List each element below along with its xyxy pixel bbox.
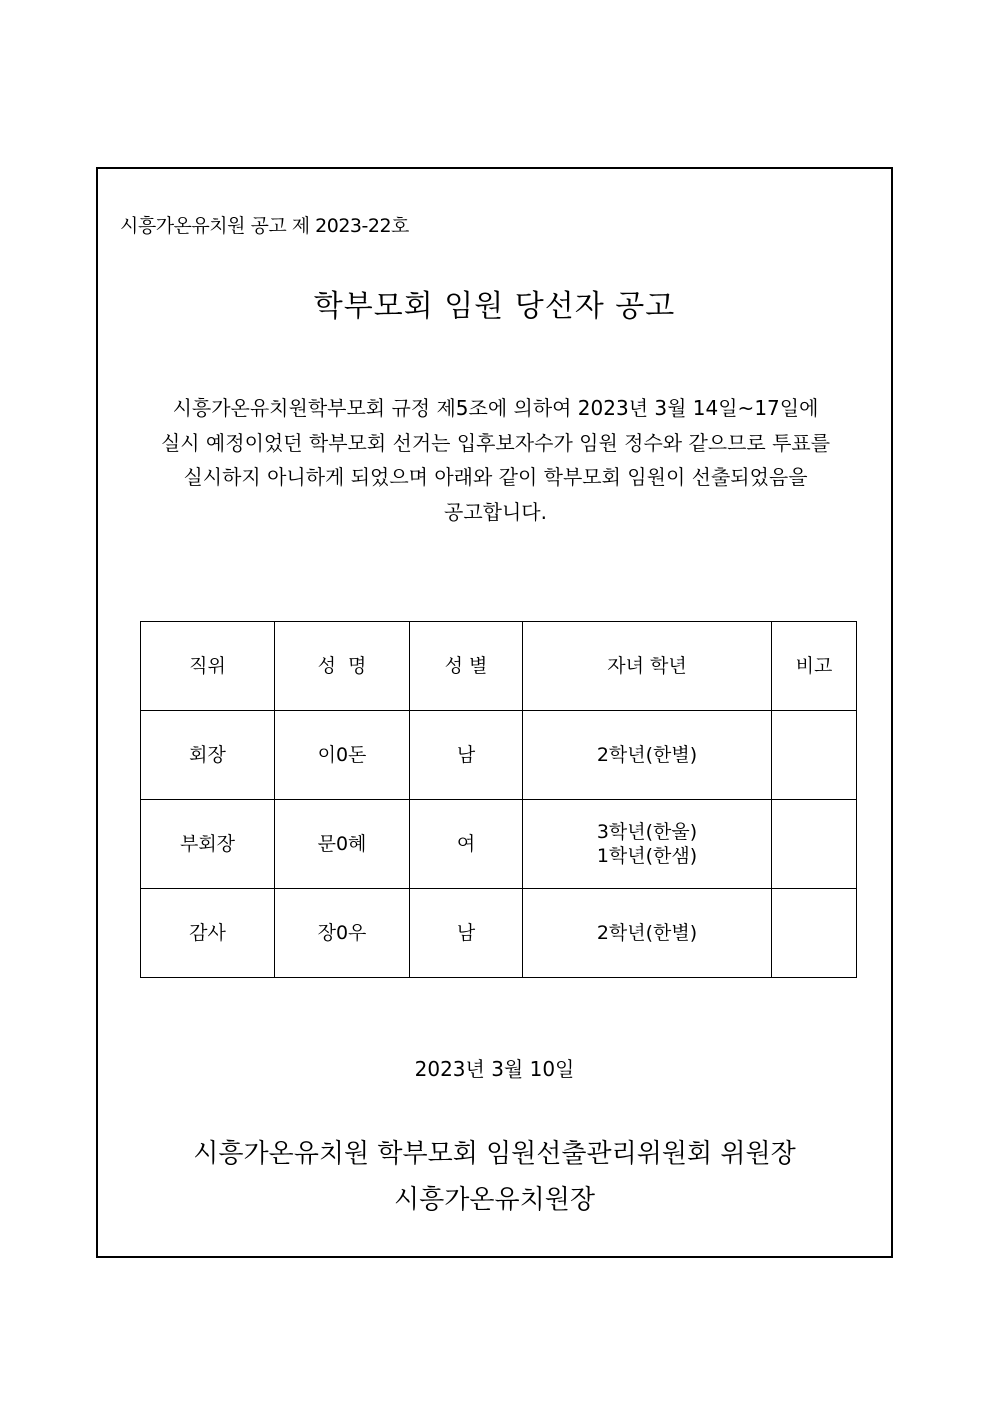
cell-position: 부회장 — [141, 800, 275, 889]
cell-note — [772, 889, 857, 978]
header-gender: 성 별 — [410, 622, 523, 711]
page-title: 학부모회 임원 당선자 공고 — [313, 289, 676, 324]
table-row — [141, 800, 857, 889]
cell-note — [772, 711, 857, 800]
header-note: 비고 — [772, 622, 857, 711]
cell-child-grade — [523, 711, 772, 800]
cell-name: 장0우 — [275, 889, 410, 978]
grade-line: 3학년(한울) — [596, 821, 698, 843]
notice-date: 2023년 3월 10일 — [414, 1057, 575, 1081]
notice-frame — [96, 167, 893, 1258]
notice-body — [120, 391, 871, 529]
cell-child-grade — [523, 800, 772, 889]
body-line: 공고합니다. — [444, 499, 547, 524]
table-header-row — [141, 622, 857, 711]
cell-child-grade — [523, 889, 772, 978]
notice-number: 시흥가온유치원 공고 제 2023-22호 — [120, 215, 409, 237]
issuer-principal: 시흥가온유치원장 — [394, 1185, 595, 1215]
grade-line: 1학년(한샘) — [596, 845, 698, 867]
body-line: 실시 예정이었던 학부모회 선거는 입후보자수가 임원 정수와 같으므로 투표를 — [160, 430, 831, 455]
cell-name: 문0혜 — [275, 800, 410, 889]
grade-line: 2학년(한별) — [596, 922, 698, 944]
cell-gender: 여 — [410, 800, 523, 889]
body-line: 시흥가온유치원학부모회 규정 제5조에 의하여 2023년 3월 14일~17일에 — [172, 396, 819, 420]
cell-position: 회장 — [141, 711, 275, 800]
table-row — [141, 711, 857, 800]
table-row — [141, 889, 857, 978]
grade-line: 2학년(한별) — [596, 744, 698, 766]
body-line: 실시하지 아니하게 되었으며 아래와 같이 학부모회 임원이 선출되었음을 — [183, 465, 808, 489]
cell-note — [772, 800, 857, 889]
cell-gender: 남 — [410, 711, 523, 800]
issuer-block — [98, 1131, 891, 1223]
cell-position: 감사 — [141, 889, 275, 978]
cell-gender: 남 — [410, 889, 523, 978]
header-position: 직위 — [141, 622, 275, 711]
cell-name: 이0돈 — [275, 711, 410, 800]
officers-table — [140, 621, 857, 978]
header-name: 성 명 — [275, 622, 410, 711]
header-child-grade: 자녀 학년 — [523, 622, 772, 711]
issuer-committee-chair: 시흥가온유치원 학부모회 임원선출관리위원회 위원장 — [193, 1139, 796, 1169]
